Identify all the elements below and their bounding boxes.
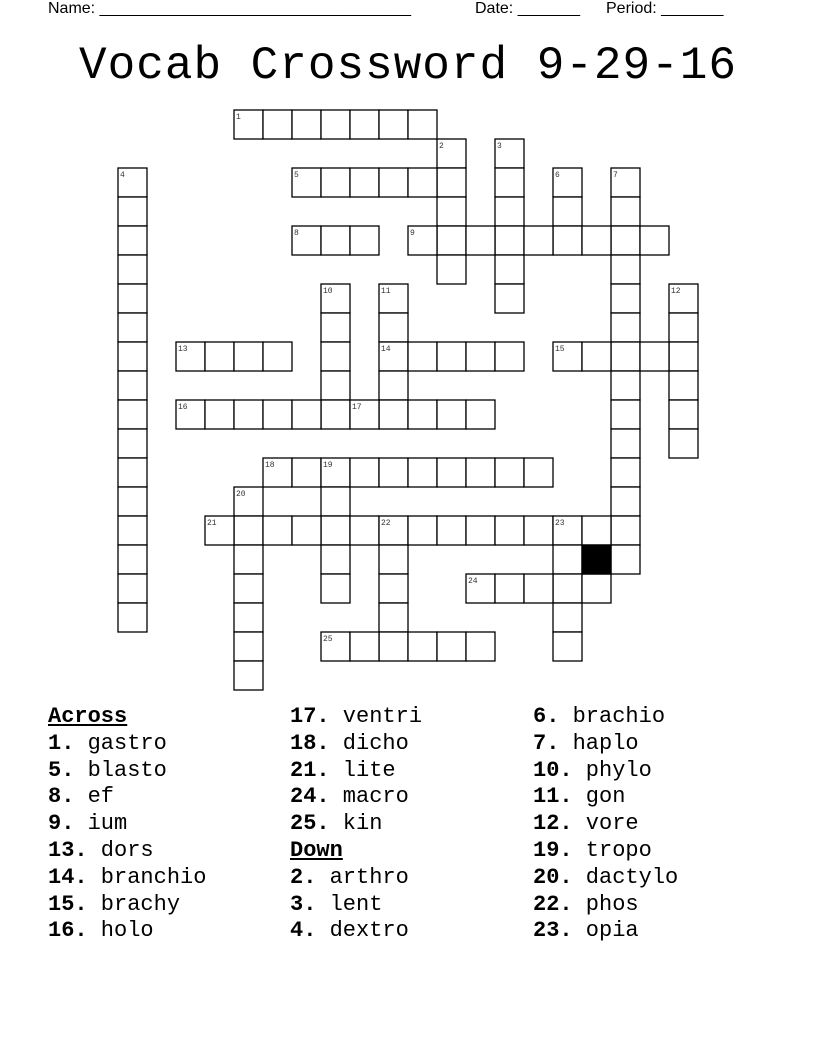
- grid-cell[interactable]: [118, 197, 147, 226]
- clue-text: blasto: [74, 757, 167, 783]
- grid-cell[interactable]: [234, 661, 263, 690]
- clue-number: 23.: [533, 918, 573, 944]
- period-field[interactable]: Period: _______: [606, 0, 724, 17]
- grid-cell[interactable]: [495, 342, 524, 371]
- clue-number-7: 7: [613, 171, 618, 180]
- grid-cell[interactable]: [292, 516, 321, 545]
- grid-cell[interactable]: [379, 545, 408, 574]
- grid-cell[interactable]: [263, 400, 292, 429]
- clue-number: 20.: [533, 864, 573, 890]
- clue-text: ium: [74, 811, 128, 837]
- grid-cell[interactable]: [495, 168, 524, 197]
- grid-cell[interactable]: [437, 168, 466, 197]
- clue-number: 2.: [290, 864, 317, 890]
- clue-number: 8.: [48, 784, 75, 810]
- grid-cell[interactable]: [611, 226, 640, 255]
- grid-cell[interactable]: [350, 632, 379, 661]
- grid-cell[interactable]: [118, 400, 147, 429]
- grid-cell[interactable]: [350, 168, 379, 197]
- clue-text: lent: [316, 891, 383, 917]
- clue-across-8: [48, 784, 206, 811]
- clue-number: 19.: [533, 837, 573, 863]
- grid-cell[interactable]: [669, 371, 698, 400]
- grid-cell[interactable]: [118, 458, 147, 487]
- clue-text: opia: [572, 918, 639, 944]
- clue-across-17: [290, 704, 422, 731]
- grid-cell[interactable]: [437, 458, 466, 487]
- clue-text: phylo: [572, 757, 652, 783]
- clue-number: 21.: [290, 757, 330, 783]
- grid-cell[interactable]: [321, 226, 350, 255]
- grid-cell[interactable]: [640, 226, 669, 255]
- grid-cell[interactable]: [669, 342, 698, 371]
- grid-cell[interactable]: [524, 458, 553, 487]
- clue-number-10: 10: [323, 287, 333, 296]
- clue-number: 16.: [48, 918, 88, 944]
- grid-cell[interactable]: [437, 197, 466, 226]
- grid-cell[interactable]: [118, 545, 147, 574]
- grid-cell[interactable]: [582, 516, 611, 545]
- clue-number: 15.: [48, 891, 88, 917]
- clue-across-16: [48, 918, 206, 945]
- grid-cell[interactable]: [466, 516, 495, 545]
- grid-cell[interactable]: [118, 342, 147, 371]
- grid-cell[interactable]: [234, 516, 263, 545]
- clue-number-15: 15: [555, 345, 565, 354]
- grid-cell[interactable]: [263, 110, 292, 139]
- clue-number-4: 4: [120, 171, 125, 180]
- grid-cell[interactable]: [118, 516, 147, 545]
- clue-text: ventri: [329, 704, 423, 729]
- clue-number-6: 6: [555, 171, 560, 180]
- grid-cell[interactable]: [379, 574, 408, 603]
- clue-number-13: 13: [178, 345, 188, 354]
- grid-cell[interactable]: [379, 110, 408, 139]
- clue-number-19: 19: [323, 461, 333, 470]
- grid-cell[interactable]: [263, 342, 292, 371]
- clue-across-13: [48, 838, 206, 865]
- grid-cell[interactable]: [379, 313, 408, 342]
- grid-cell[interactable]: [437, 632, 466, 661]
- grid-cell[interactable]: [466, 632, 495, 661]
- clue-across-18: [290, 731, 422, 758]
- clue-down-19: [533, 838, 678, 865]
- clue-down-20: [533, 865, 678, 892]
- clue-text: lite: [329, 757, 396, 783]
- clue-number: 24.: [290, 784, 330, 810]
- grid-cell[interactable]: [234, 603, 263, 632]
- grid-cell[interactable]: [495, 197, 524, 226]
- grid-cell[interactable]: [582, 342, 611, 371]
- grid-cell[interactable]: [118, 603, 147, 632]
- clue-number-17: 17: [352, 403, 362, 412]
- grid-cell[interactable]: [669, 400, 698, 429]
- grid-cell[interactable]: [205, 342, 234, 371]
- clue-text: brachio: [559, 704, 666, 729]
- grid-cell[interactable]: [234, 400, 263, 429]
- grid-cell[interactable]: [205, 400, 234, 429]
- clue-down-7: [533, 731, 678, 758]
- grid-cell[interactable]: [321, 400, 350, 429]
- clue-number: 14.: [48, 864, 88, 890]
- grid-cell[interactable]: [408, 516, 437, 545]
- grid-cell[interactable]: [408, 168, 437, 197]
- grid-cell[interactable]: [640, 342, 669, 371]
- clue-number-12: 12: [671, 287, 681, 296]
- grid-cell[interactable]: [350, 516, 379, 545]
- grid-cell[interactable]: [292, 400, 321, 429]
- clue-across-24: [290, 784, 422, 811]
- clue-number: 12.: [533, 811, 573, 837]
- clue-text: dextro: [316, 918, 409, 944]
- clue-number: 13.: [48, 837, 88, 863]
- grid-cell[interactable]: [495, 226, 524, 255]
- clue-down-12: [533, 811, 678, 838]
- grid-cell[interactable]: [408, 632, 437, 661]
- grid-cell[interactable]: [321, 342, 350, 371]
- grid-cell[interactable]: [553, 226, 582, 255]
- grid-cell[interactable]: [437, 516, 466, 545]
- grid-cell[interactable]: [524, 226, 553, 255]
- grid-cell[interactable]: [553, 545, 582, 574]
- grid-cell[interactable]: [611, 342, 640, 371]
- grid-cell[interactable]: [321, 371, 350, 400]
- grid-cell[interactable]: [408, 110, 437, 139]
- clue-text: vore: [572, 811, 639, 837]
- clue-number: 9.: [48, 811, 75, 837]
- grid-cell[interactable]: [524, 574, 553, 603]
- clue-text: brachy: [87, 891, 181, 917]
- clue-down-11: [533, 784, 678, 811]
- clue-number-25: 25: [323, 635, 333, 644]
- clue-number: 4.: [290, 918, 317, 944]
- grid-cell[interactable]: [118, 255, 147, 284]
- grid-cell[interactable]: [234, 545, 263, 574]
- clue-text: dicho: [329, 730, 409, 756]
- clue-across-25: [290, 811, 422, 838]
- grid-cell[interactable]: [437, 400, 466, 429]
- clue-number: 7.: [533, 730, 560, 756]
- clue-across-5: [48, 758, 206, 785]
- grid-block: [582, 545, 611, 574]
- grid-cell[interactable]: [611, 313, 640, 342]
- grid-cell[interactable]: [118, 371, 147, 400]
- across-heading: Across: [48, 704, 128, 729]
- grid-cell[interactable]: [553, 574, 582, 603]
- grid-cell[interactable]: [495, 458, 524, 487]
- clue-down-23: [533, 918, 678, 945]
- clue-across-9: [48, 811, 206, 838]
- grid-cell[interactable]: [408, 458, 437, 487]
- grid-cell[interactable]: [118, 574, 147, 603]
- clue-down-4: [290, 918, 422, 945]
- grid-cell[interactable]: [495, 516, 524, 545]
- clue-number-20: 20: [236, 490, 246, 499]
- clue-number: 18.: [290, 730, 330, 756]
- clue-number-8: 8: [294, 229, 299, 238]
- clue-text: dactylo: [572, 864, 679, 890]
- clue-number-18: 18: [265, 461, 275, 470]
- grid-cell[interactable]: [292, 458, 321, 487]
- clues-column-1: [48, 704, 206, 945]
- clue-number: 22.: [533, 891, 573, 917]
- grid-cell[interactable]: [234, 574, 263, 603]
- grid-cell[interactable]: [466, 342, 495, 371]
- clue-across-15: [48, 892, 206, 919]
- grid-cell[interactable]: [466, 226, 495, 255]
- clues-column-2: [290, 704, 422, 945]
- grid-cell[interactable]: [495, 255, 524, 284]
- clue-number-2: 2: [439, 142, 444, 151]
- clue-down-10: [533, 758, 678, 785]
- grid-cell[interactable]: [553, 632, 582, 661]
- clue-text: gastro: [74, 730, 167, 756]
- grid-cell[interactable]: [118, 429, 147, 458]
- clue-number-21: 21: [207, 519, 217, 528]
- clue-number-5: 5: [294, 171, 299, 180]
- clues-column-3: [533, 704, 678, 945]
- grid-cell[interactable]: [350, 458, 379, 487]
- down-heading: Down: [290, 837, 343, 863]
- grid-cell[interactable]: [611, 429, 640, 458]
- grid-cell[interactable]: [118, 487, 147, 516]
- clue-text: dors: [87, 837, 154, 863]
- grid-cell[interactable]: [118, 284, 147, 313]
- clue-number: 17.: [290, 704, 330, 729]
- grid-cell[interactable]: [611, 284, 640, 313]
- clue-number-23: 23: [555, 519, 565, 528]
- grid-cell[interactable]: [611, 400, 640, 429]
- grid-cell[interactable]: [611, 255, 640, 284]
- clue-number-24: 24: [468, 577, 478, 586]
- grid-cell[interactable]: [379, 371, 408, 400]
- grid-cell[interactable]: [553, 603, 582, 632]
- name-field[interactable]: Name: ___________________________________: [48, 0, 412, 17]
- grid-cell[interactable]: [466, 400, 495, 429]
- clue-number-22: 22: [381, 519, 391, 528]
- grid-cell[interactable]: [379, 458, 408, 487]
- grid-cell[interactable]: [292, 110, 321, 139]
- page-title: Vocab Crossword 9-29-16: [79, 40, 737, 92]
- clue-across-21: [290, 758, 422, 785]
- clue-number: 25.: [290, 811, 330, 837]
- grid-cell[interactable]: [611, 516, 640, 545]
- grid-cell[interactable]: [118, 226, 147, 255]
- clue-text: tropo: [572, 837, 652, 863]
- grid-cell[interactable]: [379, 168, 408, 197]
- grid-cell[interactable]: [118, 313, 147, 342]
- clue-number: 11.: [533, 784, 573, 810]
- grid-cell[interactable]: [437, 226, 466, 255]
- grid-cell[interactable]: [495, 284, 524, 313]
- clue-number: 10.: [533, 757, 573, 783]
- clue-number: 1.: [48, 730, 75, 756]
- grid-cell[interactable]: [321, 574, 350, 603]
- grid-cell[interactable]: [379, 400, 408, 429]
- grid-cell[interactable]: [321, 487, 350, 516]
- clue-down-22: [533, 892, 678, 919]
- grid-cell[interactable]: [234, 632, 263, 661]
- grid-cell[interactable]: [582, 574, 611, 603]
- grid-cell[interactable]: [611, 371, 640, 400]
- clue-number-3: 3: [497, 142, 502, 151]
- grid-cell[interactable]: [408, 400, 437, 429]
- clue-text: branchio: [87, 864, 207, 890]
- clue-number-11: 11: [381, 287, 391, 296]
- grid-cell[interactable]: [350, 226, 379, 255]
- clue-text: macro: [329, 784, 409, 810]
- grid-cell[interactable]: [669, 313, 698, 342]
- grid-cell[interactable]: [379, 603, 408, 632]
- grid-cell[interactable]: [321, 516, 350, 545]
- grid-cell[interactable]: [408, 342, 437, 371]
- grid-cell[interactable]: [582, 226, 611, 255]
- grid-cell[interactable]: [611, 545, 640, 574]
- clue-text: haplo: [559, 730, 639, 756]
- clue-down-2: [290, 865, 422, 892]
- clue-number-9: 9: [410, 229, 415, 238]
- grid-cell[interactable]: [321, 168, 350, 197]
- clue-number-16: 16: [178, 403, 188, 412]
- grid-cell[interactable]: [321, 313, 350, 342]
- clue-number-14: 14: [381, 345, 391, 354]
- grid-cell[interactable]: [321, 545, 350, 574]
- grid-cell[interactable]: [611, 487, 640, 516]
- grid-cell[interactable]: [466, 458, 495, 487]
- clue-text: holo: [87, 918, 154, 944]
- clue-text: kin: [329, 811, 383, 837]
- grid-cell[interactable]: [350, 110, 379, 139]
- grid-cell[interactable]: [669, 429, 698, 458]
- grid-cell[interactable]: [495, 574, 524, 603]
- grid-cell[interactable]: [437, 255, 466, 284]
- grid-cell[interactable]: [611, 197, 640, 226]
- clue-number: 5.: [48, 757, 75, 783]
- grid-cell[interactable]: [263, 516, 292, 545]
- clue-text: ef: [74, 784, 115, 810]
- clue-text: gon: [572, 784, 626, 810]
- date-field[interactable]: Date: _______: [475, 0, 580, 17]
- grid-cell[interactable]: [437, 342, 466, 371]
- grid-cell[interactable]: [234, 342, 263, 371]
- clue-down-6: [533, 704, 678, 731]
- clue-across-14: [48, 865, 206, 892]
- grid-cell[interactable]: [553, 197, 582, 226]
- clue-number: 6.: [533, 704, 560, 729]
- grid-cell[interactable]: [611, 458, 640, 487]
- grid-cell[interactable]: [379, 632, 408, 661]
- clue-text: phos: [572, 891, 639, 917]
- grid-cell[interactable]: [321, 110, 350, 139]
- clue-number-1: 1: [236, 113, 241, 122]
- clue-across-1: [48, 731, 206, 758]
- clue-text: arthro: [316, 864, 409, 890]
- grid-cell[interactable]: [524, 516, 553, 545]
- clue-down-3: [290, 892, 422, 919]
- clue-number: 3.: [290, 891, 317, 917]
